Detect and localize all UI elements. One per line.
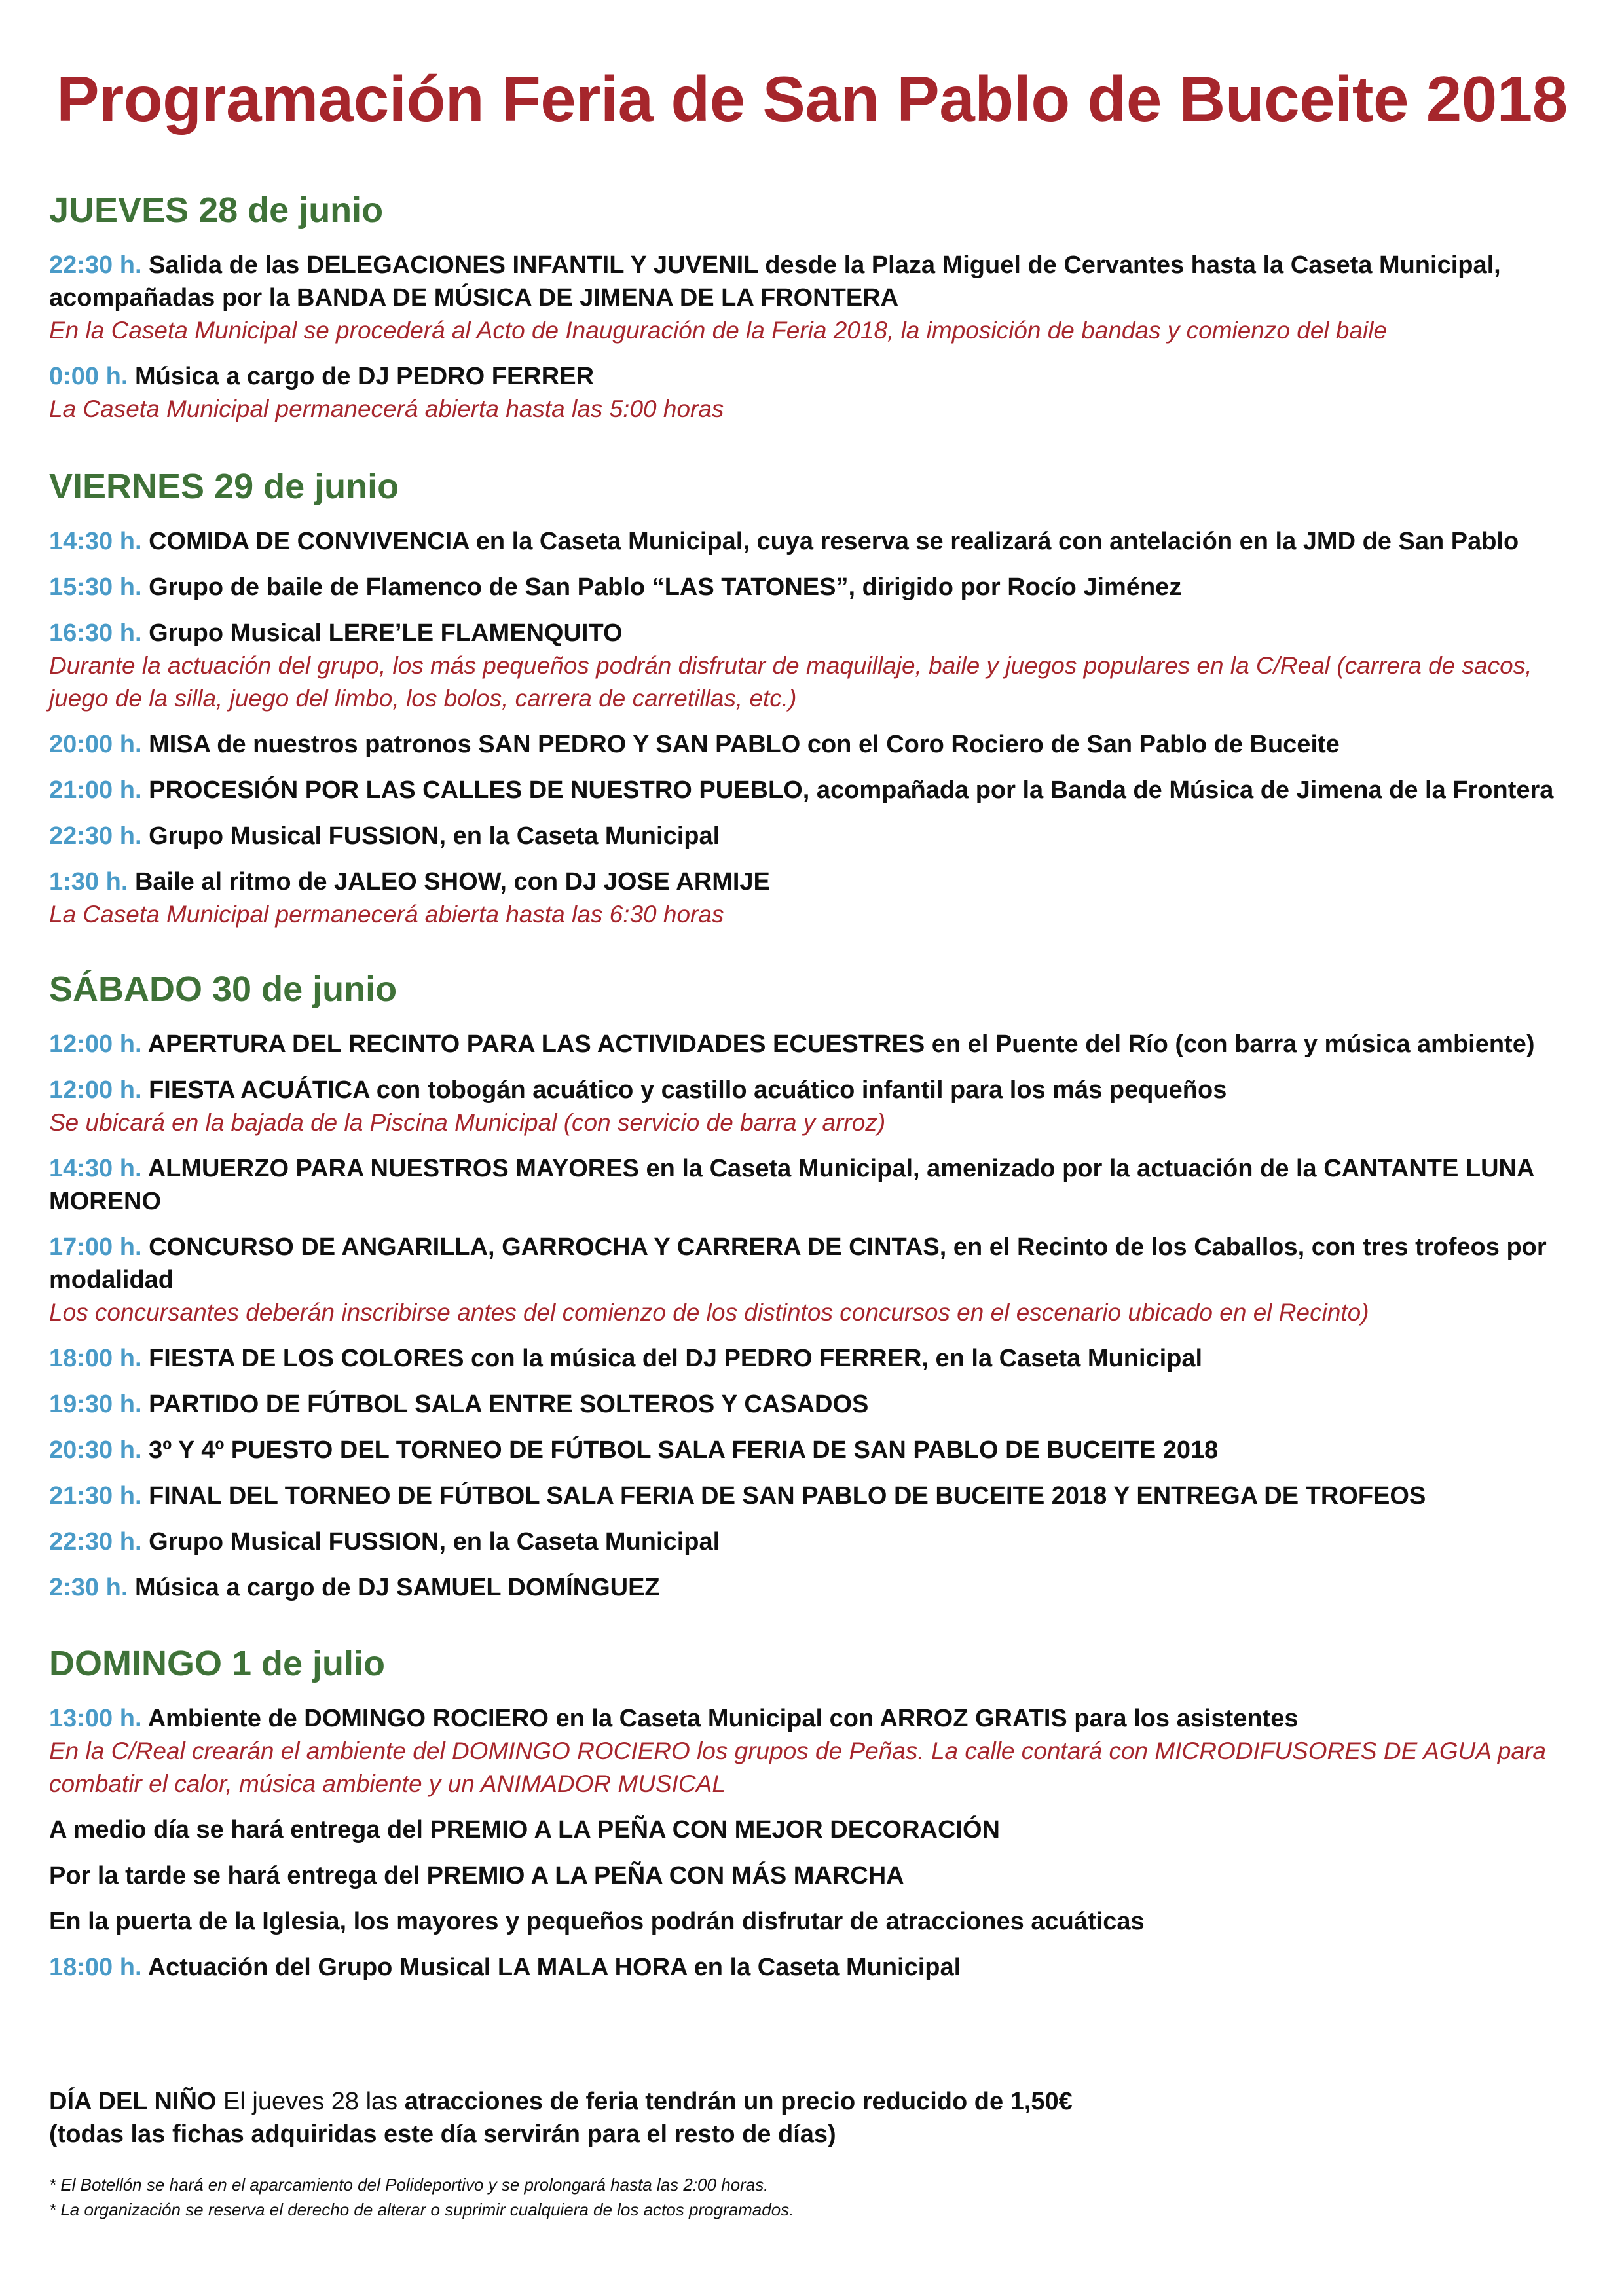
event-text: Ambiente de DOMINGO ROCIERO en la Caseta Municipal con ARROZ GRATIS para los asistentes: [147, 1705, 1299, 1732]
event-text: Música a cargo de DJ PEDRO FERRER: [134, 363, 595, 390]
event-item: [49, 1152, 1575, 1218]
day-heading: JUEVES 28 de junio: [49, 191, 384, 230]
event-text: Baile al ritmo de JALEO SHOW, con DJ JOSE ARMIJE: [134, 868, 770, 896]
event-item: [49, 525, 1575, 558]
event-line: [49, 1813, 1575, 1846]
event-text: PROCESIÓN POR LAS CALLES DE NUESTRO PUEBLO, acompañada por la Banda de Música de Jimena de la Frontera: [149, 776, 1554, 804]
event-text: Música a cargo de DJ SAMUEL DOMÍNGUEZ: [134, 1574, 660, 1601]
day-section: [49, 969, 1575, 1617]
event-text: FIESTA ACUÁTICA con tobogán acuático y castillo acuático infantil para los más pequeños: [149, 1076, 1227, 1104]
event-line: [49, 1951, 1575, 1984]
event-time: 21:30 h.: [49, 1482, 142, 1510]
event-item: [49, 617, 1575, 715]
event-item: [49, 774, 1575, 807]
event-time: 18:00 h.: [49, 1954, 142, 1981]
event-line: [49, 1074, 1575, 1106]
event-time: 22:30 h.: [49, 251, 142, 279]
event-item: [49, 728, 1575, 761]
event-item: [49, 1028, 1575, 1061]
event-text: Grupo de baile de Flamenco de San Pablo “LAS TATONES”, dirigido por Rocío Jiménez: [149, 574, 1182, 601]
event-line: [49, 774, 1575, 807]
event-item: [49, 1525, 1575, 1558]
event-item: [49, 1859, 1575, 1892]
event-item: [49, 1480, 1575, 1512]
event-item: [49, 1702, 1575, 1800]
event-line: [49, 249, 1575, 314]
event-item: [49, 820, 1575, 852]
event-time: 20:30 h.: [49, 1436, 142, 1464]
event-time: 18:00 h.: [49, 1345, 142, 1372]
event-time: 22:30 h.: [49, 822, 142, 850]
event-text: Salida de las DELEGACIONES INFANTIL Y JUVENIL desde la Plaza Miguel de Cervantes hasta la Caseta Municipal, acompañadas por la BANDA DE MÚSICA DE JIMENA DE LA FRONTERA: [49, 251, 1501, 312]
event-text: En la puerta de la Iglesia, los mayores y pequeños podrán disfrutar de atracciones acuáticas: [49, 1908, 1145, 1935]
event-line: [49, 728, 1575, 761]
event-time: 12:00 h.: [49, 1030, 142, 1058]
event-note: En la Caseta Municipal se procederá al Acto de Inauguración de la Feria 2018, la imposición de bandas y comienzo del baile: [49, 317, 1388, 344]
event-note: Durante la actuación del grupo, los más pequeños podrán disfrutar de maquillaje, baile y juegos populares en la C/Real (carrera de sacos, juego de la silla, juego del limbo, los bolos, carrera de carretillas, etc.): [49, 652, 1532, 712]
event-text: Grupo Musical LERE’LE FLAMENQUITO: [149, 619, 623, 647]
footnotes: [49, 2172, 1575, 2222]
event-text: Grupo Musical FUSSION, en la Caseta Municipal: [149, 822, 720, 850]
event-time: 14:30 h.: [49, 528, 142, 555]
event-line: [49, 1152, 1575, 1218]
event-text: Grupo Musical FUSSION, en la Caseta Municipal: [149, 1528, 720, 1556]
event-line: [49, 1702, 1575, 1735]
event-text: ALMUERZO PARA NUESTROS MAYORES en la Caseta Municipal, amenizado por la actuación de la CANTANTE LUNA MORENO: [49, 1155, 1534, 1215]
dia-del-nino-text1: El jueves 28 las: [223, 2088, 398, 2115]
dia-del-nino: [49, 2085, 1575, 2151]
event-line: [49, 866, 1575, 898]
event-text: APERTURA DEL RECINTO PARA LAS ACTIVIDADES ECUESTRES en el Puente del Río (con barra y música ambiente): [147, 1030, 1535, 1058]
event-text: Por la tarde se hará entrega del PREMIO A LA PEÑA CON MÁS MARCHA: [49, 1862, 904, 1889]
event-line: [49, 571, 1575, 604]
event-text: A medio día se hará entrega del PREMIO A LA PEÑA CON MEJOR DECORACIÓN: [49, 1816, 1000, 1844]
event-line: [49, 1388, 1575, 1421]
event-line: [49, 820, 1575, 852]
footnote: * El Botellón se hará en el aparcamiento del Polideportivo y se prolongará hasta las 2:00 horas.: [49, 2175, 769, 2195]
dia-del-nino-text3: (todas las fichas adquiridas este día servirán para el resto de días): [49, 2121, 836, 2148]
event-line: [49, 1480, 1575, 1512]
event-line: [49, 1434, 1575, 1467]
footnote: * La organización se reserva el derecho de alterar o suprimir cualquiera de los actos programados.: [49, 2200, 794, 2219]
day-heading: VIERNES 29 de junio: [49, 467, 399, 506]
event-note: En la C/Real crearán el ambiente del DOMINGO ROCIERO los grupos de Peñas. La calle contará con MICRODIFUSORES DE AGUA para combatir el calor, música ambiente y un ANIMADOR MUSICAL: [49, 1738, 1546, 1797]
day-section: [49, 190, 1575, 439]
event-item: [49, 1571, 1575, 1604]
page-title: Programación Feria de San Pablo de Buceite 2018: [56, 63, 1568, 135]
day-heading: SÁBADO 30 de junio: [49, 970, 397, 1009]
event-text: PARTIDO DE FÚTBOL SALA ENTRE SOLTEROS Y CASADOS: [149, 1391, 869, 1418]
event-line: [49, 1905, 1575, 1938]
event-item: [49, 1231, 1575, 1329]
event-time: 2:30 h.: [49, 1574, 128, 1601]
event-item: [49, 249, 1575, 347]
event-time: 22:30 h.: [49, 1528, 142, 1556]
event-time: 19:30 h.: [49, 1391, 142, 1418]
event-line: [49, 1342, 1575, 1375]
event-item: [49, 866, 1575, 931]
event-text: FINAL DEL TORNEO DE FÚTBOL SALA FERIA DE SAN PABLO DE BUCEITE 2018 Y ENTREGA DE TROFEOS: [149, 1482, 1426, 1510]
event-time: 1:30 h.: [49, 868, 128, 896]
event-text: Actuación del Grupo Musical LA MALA HORA en la Caseta Municipal: [147, 1954, 961, 1981]
event-text: 3º Y 4º PUESTO DEL TORNEO DE FÚTBOL SALA FERIA DE SAN PABLO DE BUCEITE 2018: [149, 1436, 1219, 1464]
event-item: [49, 1951, 1575, 1984]
event-item: [49, 1342, 1575, 1375]
event-text: CONCURSO DE ANGARILLA, GARROCHA Y CARRERA DE CINTAS, en el Recinto de los Caballos, con tres trofeos por modalidad: [49, 1233, 1547, 1294]
day-heading: DOMINGO 1 de julio: [49, 1644, 386, 1683]
dia-del-nino-label: DÍA DEL NIÑO: [49, 2088, 217, 2115]
event-time: 0:00 h.: [49, 363, 128, 390]
event-text: COMIDA DE CONVIVENCIA en la Caseta Municipal, cuya reserva se realizará con antelación en la JMD de San Pablo: [149, 528, 1519, 555]
event-item: [49, 1813, 1575, 1846]
event-line: [49, 1859, 1575, 1892]
event-line: [49, 617, 1575, 649]
event-time: 13:00 h.: [49, 1705, 142, 1732]
event-item: [49, 1074, 1575, 1139]
event-item: [49, 1905, 1575, 1938]
event-item: [49, 571, 1575, 604]
event-time: 17:00 h.: [49, 1233, 142, 1261]
event-line: [49, 360, 1575, 393]
event-time: 15:30 h.: [49, 574, 142, 601]
event-note: Se ubicará en la bajada de la Piscina Municipal (con servicio de barra y arroz): [49, 1109, 886, 1136]
event-note: La Caseta Municipal permanecerá abierta hasta las 5:00 horas: [49, 395, 724, 422]
dia-del-nino-text2: atracciones de feria tendrán un precio reducido de 1,50€: [404, 2088, 1073, 2115]
event-time: 20:00 h.: [49, 731, 142, 758]
event-line: [49, 1525, 1575, 1558]
event-line: [49, 525, 1575, 558]
day-section: [49, 1643, 1575, 1997]
event-item: [49, 360, 1575, 426]
event-line: [49, 1571, 1575, 1604]
event-line: [49, 1231, 1575, 1296]
event-item: [49, 1434, 1575, 1467]
event-note: La Caseta Municipal permanecerá abierta hasta las 6:30 horas: [49, 901, 724, 928]
event-note: Los concursantes deberán inscribirse antes del comienzo de los distintos concursos en el escenario ubicado en el Recinto): [49, 1299, 1369, 1326]
day-section: [49, 466, 1575, 944]
event-text: FIESTA DE LOS COLORES con la música del DJ PEDRO FERRER, en la Caseta Municipal: [149, 1345, 1203, 1372]
event-time: 12:00 h.: [49, 1076, 142, 1104]
event-time: 16:30 h.: [49, 619, 142, 647]
event-time: 14:30 h.: [49, 1155, 142, 1182]
event-line: [49, 1028, 1575, 1061]
event-item: [49, 1388, 1575, 1421]
event-time: 21:00 h.: [49, 776, 142, 804]
event-text: MISA de nuestros patronos SAN PEDRO Y SAN PABLO con el Coro Rociero de San Pablo de Buceite: [149, 731, 1340, 758]
